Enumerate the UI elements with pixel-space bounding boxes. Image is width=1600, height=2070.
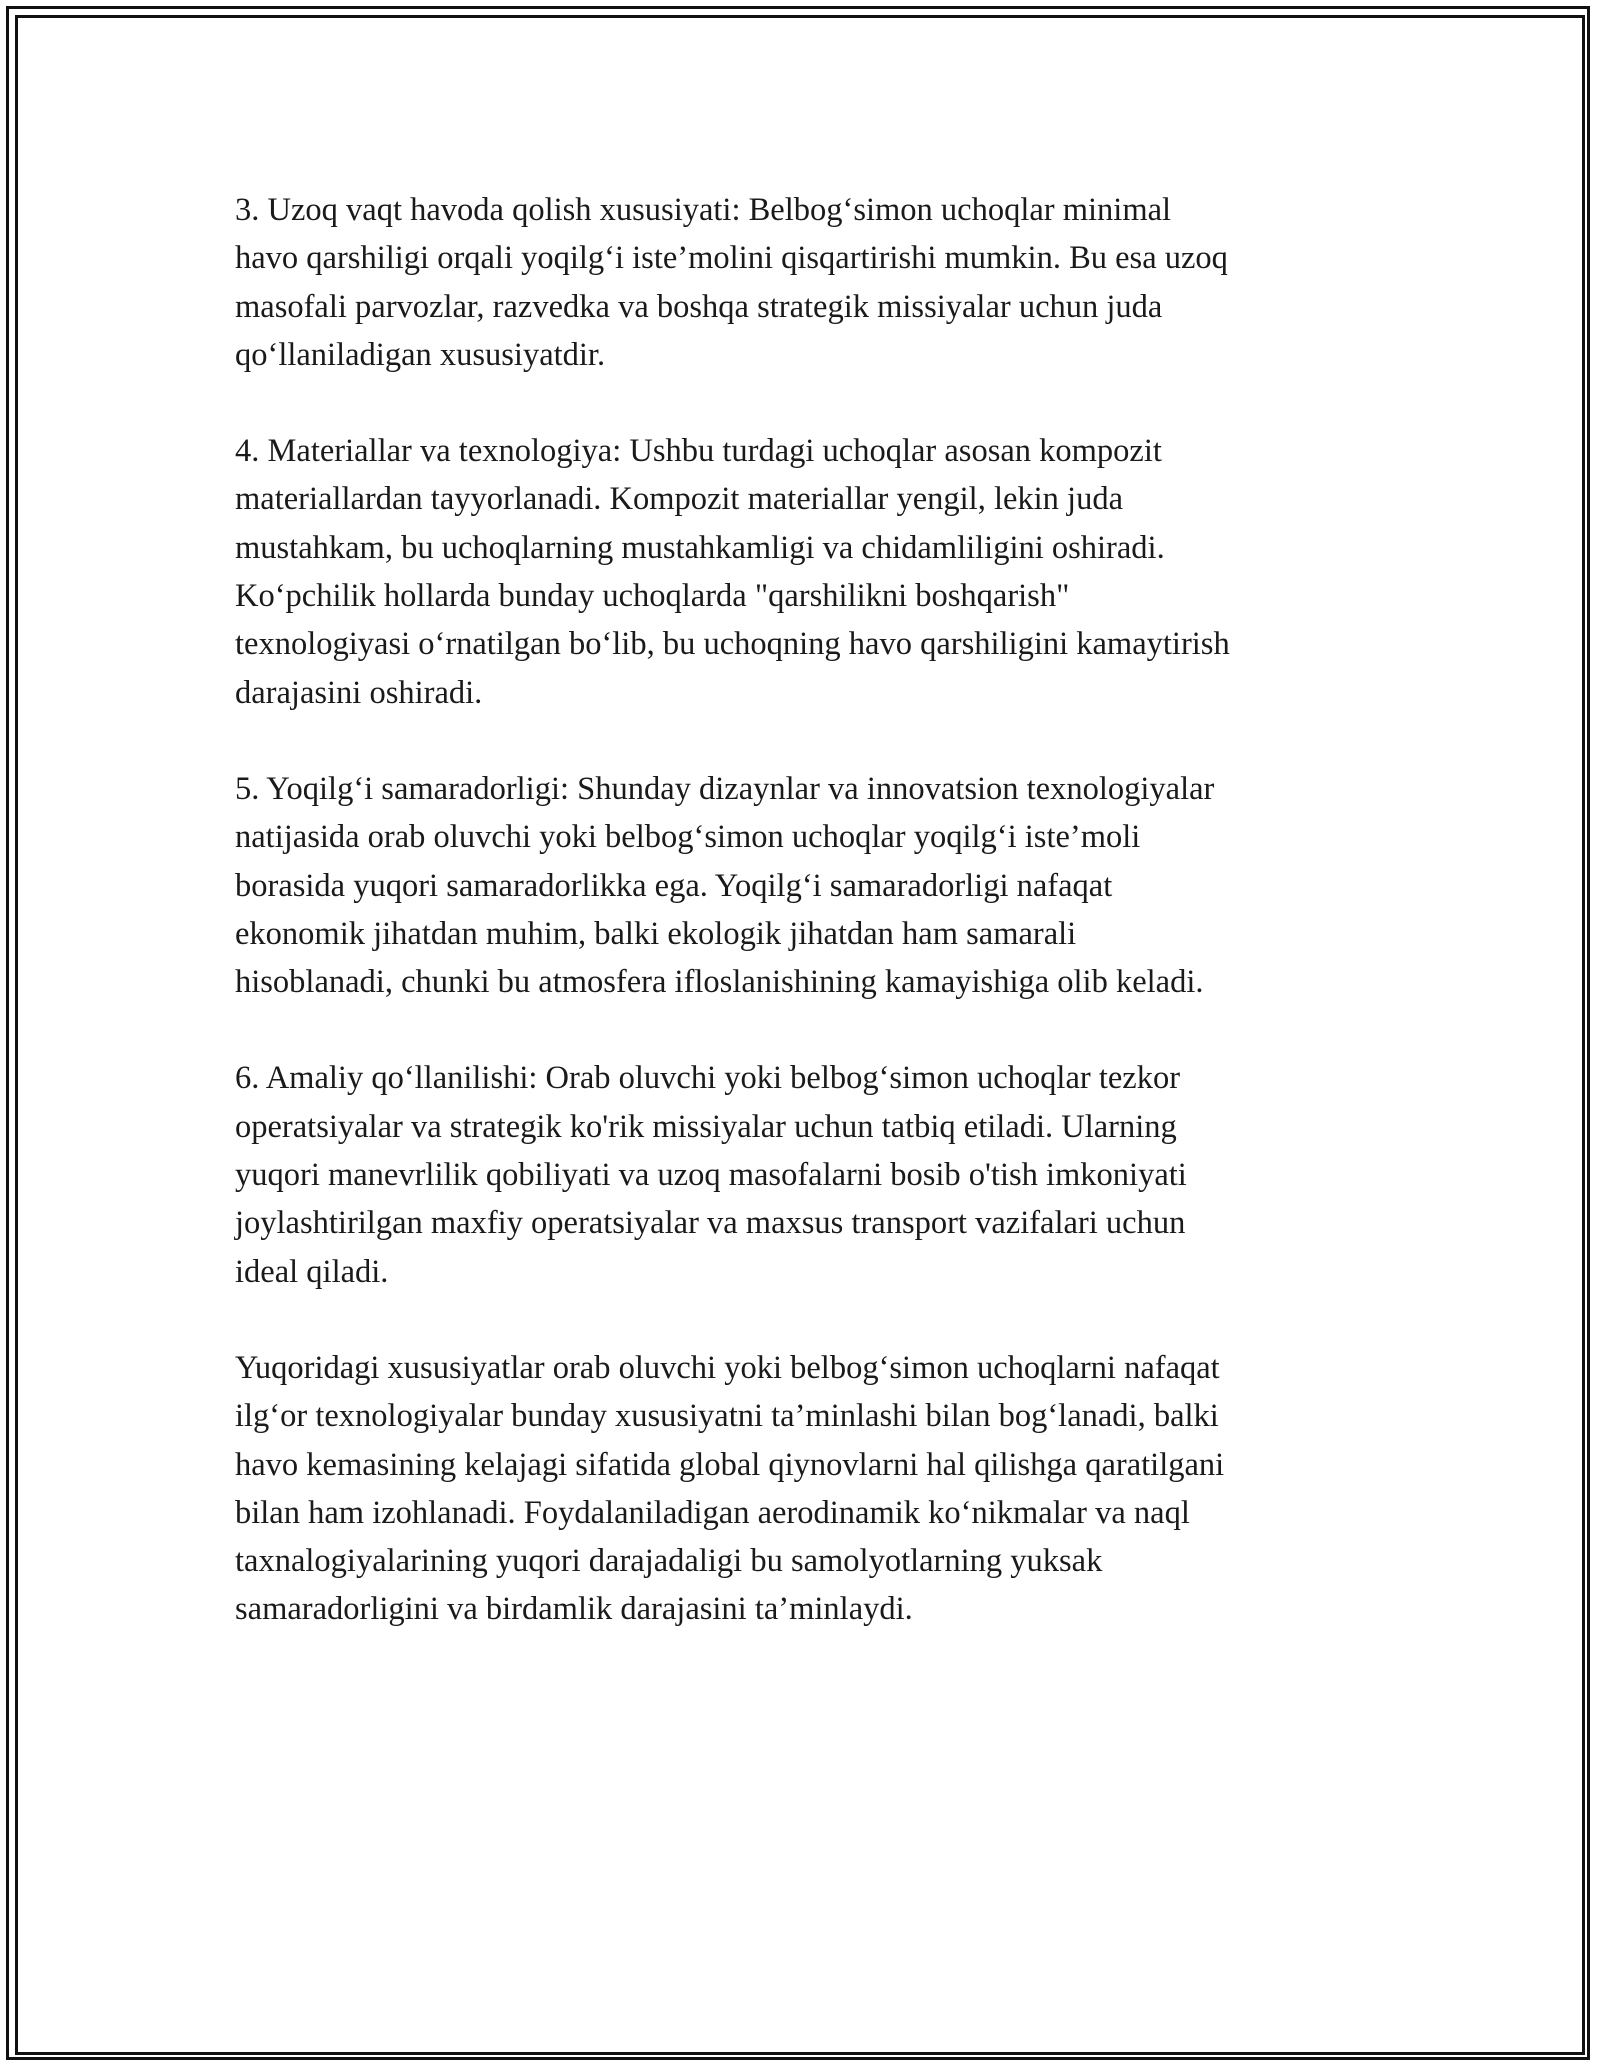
paragraph-conclusion: Yuqoridagi xususiyatlar orab oluvchi yoki belbog‘simon uchoqlarni nafaqat ilg‘or texnologiyalar bunday xususiyatni ta’minlashi bilan bog‘lanadi, balki havo kemasining kelajagi sifatida global qiynovlarni hal qilishga qaratilgani bilan ham izohlanadi. Foydalaniladigan aerodinamik ko‘nikmalar va naql taxnalogiyalarining yuqori darajadaligi bu samolyotlarning yuksak samaradorligini va birdamlik darajasini ta’minlaydi. xyxy=(235,1349,1225,1628)
paragraph-fuel-efficiency: 5. Yoqilg‘i samaradorligi: Shunday dizaynlar va innovatsion texnologiyalar natijasida orab oluvchi yoki belbog‘simon uchoqlar yoqilg‘i iste’moli borasida yuqori samaradorlikka ega. Yoqilg‘i samaradorligi nafaqat ekonomik jihatdan muhim, balki ekologik jihatdan ham samarali hisoblanadi, chunki bu atmosfera ifloslanishining kamayishiga olib keladi. xyxy=(235,770,1215,1001)
paragraph-practical-application: 6. Amaliy qo‘llanilishi: Orab oluvchi yoki belbog‘simon uchoqlar tezkor operatsiyalar va strategik ko'rik missiyalar uchun tatbiq etiladi. Ularning yuqori manevrlilik qobiliyati va uzoq masofalarni bosib o'tish imkoniyati joylashtirilgan maxfiy operatsiyalar va maxsus transport vazifalari uchun ideal qiladi. xyxy=(235,1060,1187,1290)
paragraph-long-endurance: 3. Uzoq vaqt havoda qolish xususiyati: Belbog‘simon uchoqlar minimal havo qarshiligi orqali yoqilg‘i iste’molini qisqartirishi mumkin. Bu esa uzoq masofali parvozlar, razvedka va boshqa strategik missiyalar uchun juda qo‘llaniladigan xususiyatdir. xyxy=(235,192,1228,373)
paragraph-materials-technology: 4. Materiallar va texnologiya: Ushbu turdagi uchoqlar asosan kompozit materiallardan tayyorlanadi. Kompozit materiallar yengil, lekin juda mustahkam, bu uchoqlarning mustahkamligi va chidamliligini oshiradi. Ko‘pchilik hollarda bunday uchoqlarda "qarshilikni boshqarish" texnologiyasi o‘rnatilgan bo‘lib, bu uchoqning havo qarshiligini kamaytirish darajasini oshiradi. xyxy=(235,433,1230,711)
document-body xyxy=(235,186,1365,1682)
